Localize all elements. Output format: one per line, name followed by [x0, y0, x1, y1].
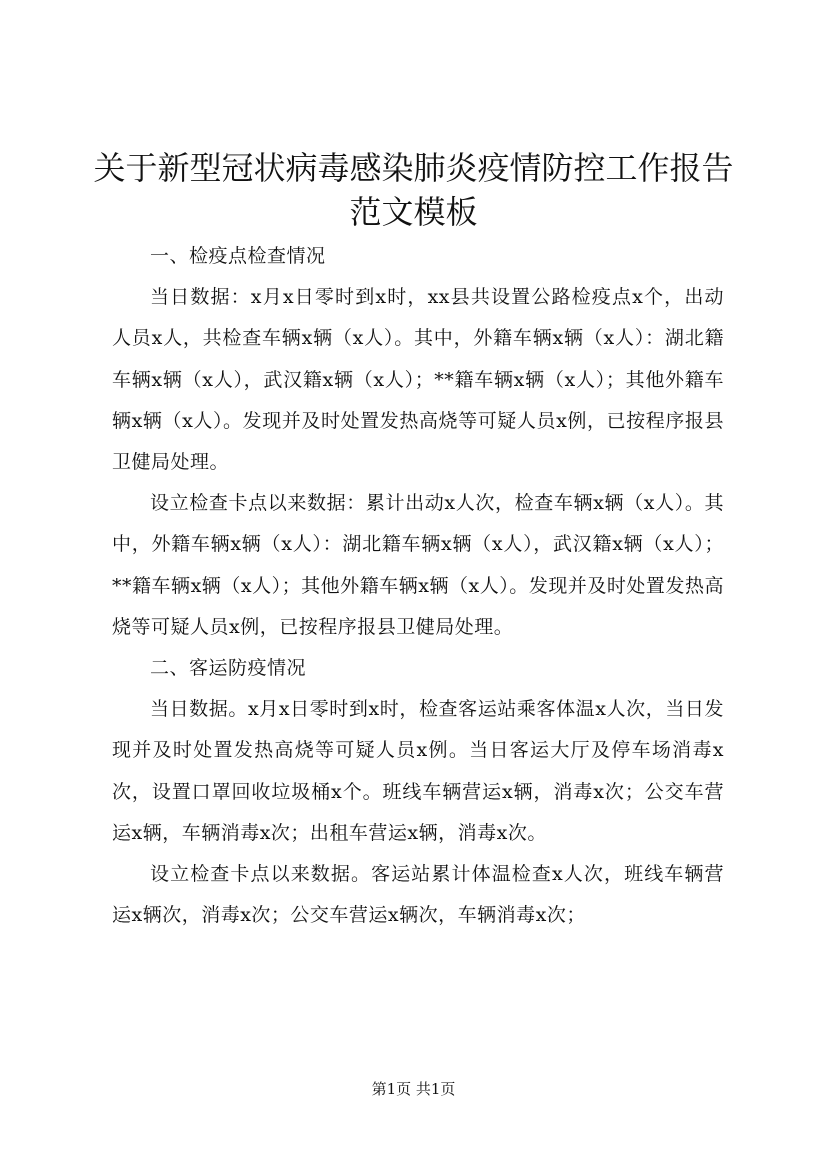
section-heading-2: 二、客运防疫情况: [150, 657, 307, 680]
section-heading-1: 一、检疫点检查情况: [150, 245, 326, 267]
page-footer: 第1页 共1页: [371, 1080, 456, 1098]
document-body: [112, 236, 724, 936]
paragraph: 设立检查卡点以来数据。客运站累计体温检查x人次，班线车辆营运x辆次，消毒x次；公交车营运x辆次，车辆消毒x次；: [112, 863, 724, 927]
document-title-line-1: 关于新型冠状病毒感染肺炎疫情防控工作报告: [93, 149, 734, 187]
paragraph: 设立检查卡点以来数据：累计出动x人次，检查车辆x辆（x人）。其中，外籍车辆x辆（x人）：湖北籍车辆x辆（x人），武汉籍x辆（x人）；**籍车辆x辆（x人）；其他外籍车辆x辆（x人）。发现并及时处置发热高烧等可疑人员x例，已按程序报县卫健局处理。: [112, 492, 724, 638]
paragraph: 当日数据。x月x日零时到x时，检查客运站乘客体温x人次，当日发现并及时处置发热高烧等可疑人员x例。当日客运大厅及停车场消毒x次，设置口罩回收垃圾桶x个。班线车辆营运x辆，消毒x次；公交车营运x辆，车辆消毒x次；出租车营运x辆，消毒x次。: [112, 698, 724, 844]
document-title-line-2: 范文模板: [349, 193, 478, 231]
paragraph: 当日数据：x月x日零时到x时，xx县共设置公路检疫点x个，出动人员x人，共检查车辆x辆（x人）。其中，外籍车辆x辆（x人）：湖北籍车辆x辆（x人），武汉籍x辆（x人）；**籍车辆x辆（x人）；其他外籍车辆x辆（x人）。发现并及时处置发热高烧等可疑人员x例，已按程序报县卫健局处理。: [112, 286, 724, 474]
